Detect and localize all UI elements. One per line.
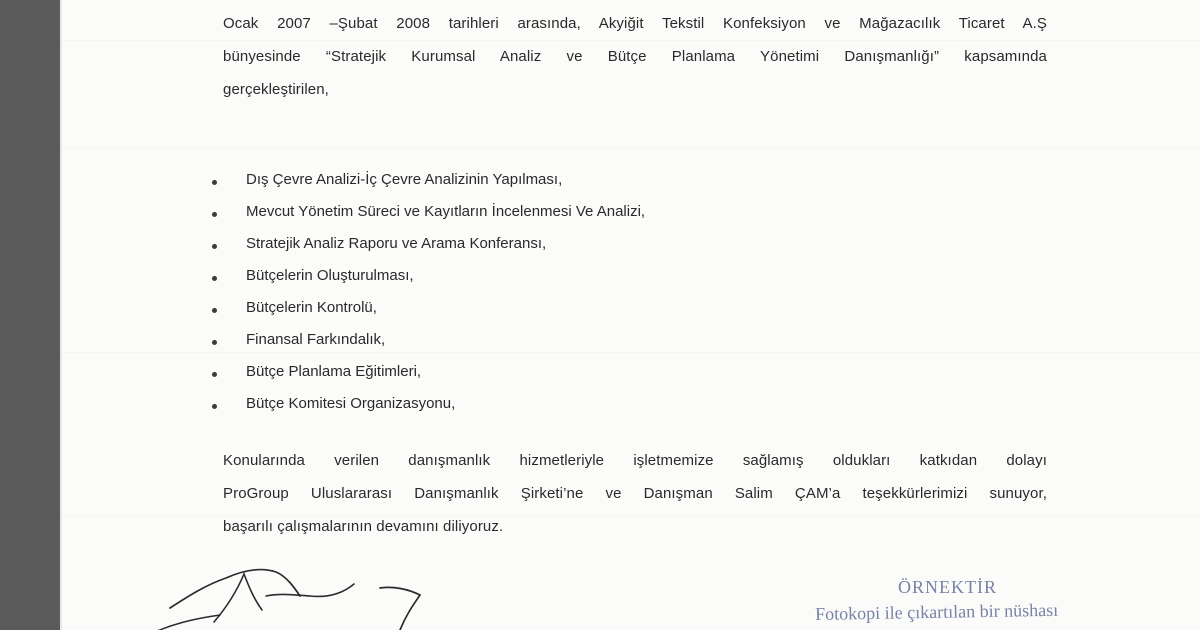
service-item-text: Bütçelerin Kontrolü,	[246, 299, 377, 316]
intro-line-2: bünyesinde “Stratejik Kurumsal Analiz ve Bütçe Planlama Yönetimi Danışmanlığı” kapsamında	[223, 48, 1047, 65]
service-list-item	[212, 324, 645, 356]
bullet-icon	[212, 276, 217, 281]
service-list-item	[212, 164, 645, 196]
service-item-text: Mevcut Yönetim Süreci ve Kayıtların İncelenmesi Ve Analizi,	[246, 203, 646, 220]
bullet-icon	[212, 212, 217, 217]
service-item-text: Dış Çevre Analizi-İç Çevre Analizinin Yapılması,	[246, 171, 563, 188]
service-item-text: Stratejik Analiz Raporu ve Arama Konferansı,	[246, 235, 547, 252]
service-list	[212, 164, 645, 420]
service-item-text: Bütçelerin Oluşturulması,	[246, 267, 414, 284]
closing-line-1: Konularında verilen danışmanlık hizmetleriyle işletmemize sağlamış oldukları katkıdan dolayı	[223, 452, 1047, 469]
intro-line-3: gerçekleştirilen,	[223, 81, 329, 98]
service-item-text: Bütçe Komitesi Organizasyonu,	[246, 395, 456, 412]
service-list-item	[212, 260, 645, 292]
bullet-icon	[212, 244, 217, 249]
service-item-text: Finansal Farkındalık,	[246, 331, 386, 348]
stamp-note: Fotokopi ile çıkartılan bir nüshası	[815, 599, 1059, 624]
bullet-icon	[212, 308, 217, 313]
service-list-item	[212, 228, 645, 260]
intro-line-1: Ocak 2007 –Şubat 2008 tarihleri arasında, Akyiğit Tekstil Konfeksiyon ve Mağazacılık Ticaret A.Ş	[223, 15, 1047, 32]
closing-paragraph	[223, 444, 1047, 543]
scanned-document-page	[60, 0, 1200, 630]
service-list-item	[212, 388, 645, 420]
closing-line-2: ProGroup Uluslararası Danışmanlık Şirketi’ne ve Danışman Salim ÇAM’a teşekkürlerimizi sunuyor,	[223, 485, 1047, 502]
bullet-icon	[212, 372, 217, 377]
bullet-icon	[212, 404, 217, 409]
closing-line-3: başarılı çalışmalarının devamını diliyoruz.	[223, 518, 504, 535]
service-list-item	[212, 196, 645, 228]
service-list-item	[212, 356, 645, 388]
stamp-title: ÖRNEKTİR	[898, 577, 997, 597]
bullet-icon	[212, 340, 217, 345]
bullet-icon	[212, 180, 217, 185]
signature-icon	[148, 560, 448, 630]
intro-paragraph	[223, 7, 1047, 106]
service-item-text: Bütçe Planlama Eğitimleri,	[246, 363, 422, 380]
scan-artifact-line	[60, 148, 1200, 149]
service-list-item	[212, 292, 645, 324]
